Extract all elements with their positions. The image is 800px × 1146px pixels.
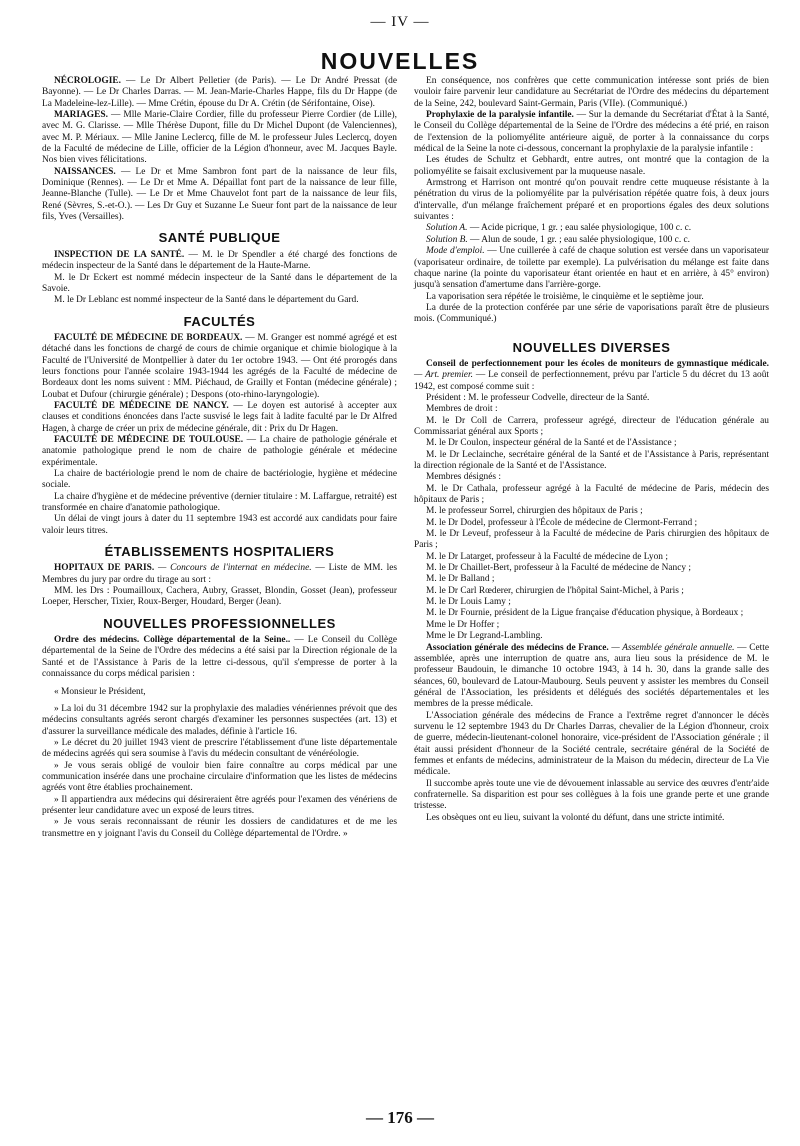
- necrologie-paragraph: [42, 76, 397, 110]
- hopitaux-paragraph: [42, 563, 397, 586]
- mode-paragraph-3: La durée de la protection conférée par une série de vaporisations paraît être de plusieurs mois. (Communiqué.): [414, 302, 769, 325]
- letter-salutation: « Monsieur le Président,: [54, 686, 146, 697]
- association-paragraph-2: L'Association générale des médecins de France a l'extrême regret d'annoncer le décès survenu le 12 septembre 1943 du Dr Charles Darras, chevalier de la Légion d'honneur, croix de guerre, médecin-lieutenant-colonel honoraire, vice-président de l'Association générale ; il était aussi président d'honneur de la Société centrale, secrétaire général de la Société de femmes et enfants de médecins, administrateur de la Maison du médecin, directeur de La Vie médicale.: [414, 710, 769, 778]
- association-paragraph: [414, 643, 769, 711]
- mariages-label: MARIAGES.: [54, 110, 108, 121]
- mariages-paragraph: [42, 110, 397, 167]
- necrologie-text: — Le Dr Albert Pelletier (de Paris). — Le Dr André Pressat (de Bayonne). — Le Dr Charles Darras. — M. Jean-Marie-Charles Happe, fils du Dr Happe (de La Madeleine-lez-Lille). — Mme Crétin, épouse du Dr A. Crétin (de Sérifontaine, Oise).: [42, 76, 398, 109]
- facultes-heading: FACULTÉS: [183, 313, 256, 329]
- consequence-paragraph: En conséquence, nos confrères que cette communication intéresse sont priés de bien vouloir faire parvenir leur candidature au Secrétariat de l'Ordre des médecins du département de la Seine, 242, boulevard Saint-Germain, Paris (VIIe). (Communiqué.): [414, 76, 769, 109]
- letter-paragraph-1: » La loi du 31 décembre 1942 sur la prophylaxie des maladies vénériennes prévoit que des médecins consultants agréés seront chargés d'examiner les personnes suspectées (art. 13) et d'assurer la surveillance médicale des malades, définie à l'article 16.: [42, 703, 397, 737]
- association-italic: — Assemblée générale annuelle.: [611, 642, 735, 653]
- fac-toulouse-paragraph: [42, 435, 397, 469]
- conseil-member-line: Mme le Dr Legrand-Lambling.: [426, 631, 543, 642]
- ordre-paragraph: [42, 635, 397, 680]
- association-text: — Cette assemblée, après une interruption de quatre ans, aura lieu sous la présidence de M. le professeur Baudouin, le dimanche 10 octobre 1943, à 14 h. 30, dans la grande salle des séances, 60, boulevard de Latour-Maubourg. Seuls peuvent y assister les membres du Conseil général de l'Association, les présidents et délégués des sociétés départementales et les membres de la presse médicale.: [414, 642, 769, 710]
- conseil-member-line: M. le Dr Chaillet-Bert, professeur à la Faculté de médecine de Nancy ;: [426, 563, 692, 574]
- paralysie-paragraph-2: Les études de Schultz et Gebhardt, entre autres, ont montré que la contagion de la poliomyélite se faisait exclusivement par la muqueuse nasale.: [414, 155, 769, 177]
- conseil-member-line: M. le Dr Dodel, professeur à l'École de médecine de Clermont-Ferrand ;: [426, 517, 698, 528]
- letter-paragraph-3: » Je vous serais obligé de vouloir bien faire connaître au corps médical par une communication insérée dans une prochaine circulaire d'information que les listes de médecins agréés vont être établies prochainement.: [42, 760, 397, 794]
- paralysie-label: Prophylaxie de la paralysie infantile.: [426, 110, 574, 121]
- ordre-text: — Le Conseil du Collège départemental de la Seine de l'Ordre des médecins a été saisi par la Direction régionale de la Santé et de l'Assistance à Paris de la lettre ci-dessous, qu'il s'empresse de porter à la connaissance du corps médical parisien :: [42, 635, 397, 680]
- left-column: [42, 76, 397, 840]
- solution-b-label: Solution B.: [426, 234, 468, 245]
- sante-paragraph-3: M. le Dr Leblanc est nommé inspecteur de la Santé dans le département du Gard.: [54, 295, 359, 306]
- right-column: [414, 76, 769, 824]
- fac-toulouse-paragraph-4: Un délai de vingt jours à dater du 11 septembre 1943 est accordé aux candidats pour faire valoir leurs titres.: [42, 514, 397, 536]
- naissances-text: — Le Dr et Mme Sambron font part de la naissance de leur fils, Dominique (Rennes). — Le Dr et Mme A. Dépaillat font part de la naissance de leur fille, Jeanne-Blanche (Tulle). — Le Dr et Mme Chauvelot font part de la naissance de leur fils, René (Sèvres, S.-et-O.). — Les Dr Guy et Suzanne Le Sueur font part de la naissance de leur fils, Yves (Versailles).: [42, 166, 397, 223]
- fac-bordeaux-paragraph: [42, 333, 397, 401]
- conseil-member-line: M. le Dr Balland ;: [426, 574, 495, 585]
- mariages-text: — Mlle Marie-Claire Cordier, fille du professeur Pierre Cordier (de Lille), avec M. G. Clarisse. — Mlle Thérèse Dupont, fille du Dr Michel Dupont (de Valenciennes), avec M. P. Mériaux. — Mlle Janine Leclercq, fille de M. le professeur Jules Leclercq, doyen de la Faculté de médecine de Lille, officier de la Légion d'honneur, avec M. Jacques Bayle. Nos bien vives félicitations.: [42, 110, 398, 166]
- professionnelles-heading: NOUVELLES PROFESSIONNELLES: [103, 615, 336, 631]
- fac-bordeaux-label: FACULTÉ DE MÉDECINE DE BORDEAUX.: [54, 332, 243, 343]
- hopitaux-italic: — Concours de l'internat en médecine.: [158, 563, 312, 574]
- naissances-paragraph: [42, 167, 397, 224]
- mode-emploi-paragraph: [414, 246, 769, 291]
- fac-nancy-text: — Le doyen est autorisé à accepter aux clauses et conditions énoncées dans l'acte susvisé le legs fait à ladite faculté par le Dr Alfred Hagen, à charge de créer un prix de médecine générale, dit : Prix du Dr Hagen.: [42, 400, 398, 434]
- conseil-members-list: [414, 393, 769, 643]
- jury-paragraph: MM. les Drs : Poumailloux, Cachera, Aubry, Grasset, Blondin, Gosset (Jean), professeur Loeper, Herscher, Tixier, Roux-Berger, Houdard, Berger (Jean).: [42, 586, 397, 608]
- fac-nancy-paragraph: [42, 401, 397, 435]
- etablissements-heading: ÉTABLISSEMENTS HOSPITALIERS: [104, 544, 335, 560]
- solution-a-paragraph: [414, 223, 769, 234]
- conseil-text: — Le conseil de perfectionnement, prévu par l'article 5 du décret du 13 août 1942, est composé comme suit :: [414, 370, 770, 392]
- hopitaux-label: HOPITAUX DE PARIS.: [54, 563, 155, 574]
- conseil-member-line: M. le Dr Carl Rœderer, chirurgien de l'hôpital Saint-Michel, à Paris ;: [426, 585, 684, 596]
- inspection-paragraph: [42, 250, 397, 273]
- conseil-member-line: M. le Dr Leclainche, secrétaire général de la Santé et de l'Assistance à Paris, représentant la direction régionale de la Santé et de l'Assistance.: [414, 449, 769, 471]
- conseil-label: Conseil de perfectionnement pour les écoles de moniteurs de gymnastique médicale.: [426, 358, 769, 369]
- hopitaux-text: — Liste de MM. les Membres du jury par ordre du tirage au sort :: [42, 563, 398, 585]
- solution-b-paragraph: [414, 235, 769, 246]
- diverses-heading: NOUVELLES DIVERSES: [512, 339, 671, 355]
- conseil-italic: — Art. premier.: [414, 370, 473, 381]
- paralysie-paragraph-3: Armstrong et Harrison ont montré qu'on pouvait rendre cette muqueuse résistante à la pénétration du virus de la poliomyélite par la pulvérisation répétée quatre fois, à deux jours d'intervalle, d'un mélange fraîchement préparé et en proportions égales des deux solutions suivantes :: [414, 178, 769, 223]
- letter-paragraph-2: » Le décret du 20 juillet 1943 vient de prescrire l'établissement d'une liste départementale de médecins agréés qui sera soumise à l'avis du médecin consultant de vénéréologie.: [42, 737, 397, 760]
- necrologie-label: NÉCROLOGIE.: [54, 76, 121, 86]
- conseil-member-line: M. le Dr Coulon, inspecteur général de la Santé et de l'Assistance ;: [426, 438, 677, 449]
- fac-nancy-label: FACULTÉ DE MÉDECINE DE NANCY.: [54, 400, 229, 411]
- inspection-text: — M. le Dr Spendler a été chargé des fonctions de médecin inspecteur de la Santé dans le département de la Haute-Marne.: [42, 249, 398, 272]
- mode-paragraph-2: La vaporisation sera répétée le troisième, le cinquième et le septième jour.: [426, 291, 704, 302]
- letter-paragraph-4: » Il appartiendra aux médecins qui désireraient être agréés pour l'examen des vénériens de présenter leur candidature avec un exposé de leurs titres.: [42, 794, 397, 816]
- conseil-member-line: M. le Dr Cathala, professeur agrégé à la Faculté de médecine de Paris, médecin des hôpitaux de Paris ;: [414, 483, 769, 506]
- conseil-member-line: Membres désignés :: [426, 472, 501, 483]
- mode-emploi-text: — Une cuillerée à café de chaque solution est versée dans un vaporisateur (vaporisateur ordinaire, de toilette par exemple). La pulvérisation du mélange est faite dans chaque narine (la pointe du vaporisateur étant orientée en haut et en arrière, à 45° environ) jusqu'à sensation d'amertume dans l'arrière-gorge.: [414, 246, 770, 291]
- association-label: Association générale des médecins de France.: [426, 642, 609, 653]
- folio: — IV —: [370, 14, 430, 30]
- conseil-member-line: M. le Dr Latarget, professeur à la Faculté de médecine de Lyon ;: [426, 551, 668, 562]
- conseil-member-line: Président : M. le professeur Codvelle, directeur de la Santé.: [426, 392, 650, 403]
- paralysie-text: — Sur la demande du Secrétariat d'État à la Santé, le Conseil du Collège départemental de la Seine de l'Ordre des médecins a été prié, en raison de l'extension de la poliomyélite antérieure aiguë, de porter à la connaissance du corps médical de la Seine la note ci-dessous, concernant la prophylaxie de la paralysie infantile :: [414, 110, 770, 155]
- fac-toulouse-text: — La chaire de pathologie générale et anatomie pathologique prend le nom de chaire de pathologie générale et médecine expérimentale.: [42, 434, 397, 468]
- mode-emploi-label: Mode d'emploi.: [426, 246, 485, 257]
- association-paragraph-3: Il succombe après toute une vie de dévouement inlassable au service des œuvres d'entr'aide confraternelle. Sa disparition est pour ses collègues à la fois une grande perte et une grande tristesse.: [414, 778, 769, 812]
- letter-paragraph-5: » Je vous serais reconnaissant de réunir les dossiers de candidatures et de me les transmettre en y joignant l'avis du Conseil du Collège départemental de l'Ordre. »: [42, 817, 397, 839]
- sante-paragraph-2: M. le Dr Eckert est nommé médecin inspecteur de la Santé dans le département de la Savoie.: [42, 272, 397, 294]
- fac-toulouse-label: FACULTÉ DE MÉDECINE DE TOULOUSE.: [54, 434, 244, 445]
- association-paragraph-4: Les obsèques ont eu lieu, suivant la volonté du défunt, dans une stricte intimité.: [426, 812, 725, 823]
- solution-a-text: — Acide picrique, 1 gr. ; eau salée physiologique, 100 c. c.: [469, 223, 692, 234]
- fac-bordeaux-text: — M. Granger est nommé agrégé et est détaché dans les fonctions de chargé de cours de chimie organique et chimie biologique à la Faculté de l'Université de Montpellier à dater du 1er octobre 1943. — Ont été prorogés dans leurs fonctions pour l'année scolaire 1943-1944 les agrégés de la Faculté de médecine de Bordeaux dont les noms suivent : MM. Piéchaud, de Grailly et Fontan (médecine générale) ; Loubat et Dufour (chirurgie générale) ; Despons (oto-rhino-laryngologie).: [42, 332, 397, 400]
- sante-publique-heading: SANTÉ PUBLIQUE: [158, 230, 281, 246]
- conseil-member-line: M. le Dr Louis Lamy ;: [426, 597, 511, 608]
- conseil-member-line: M. le Dr Leveuf, professeur à la Faculté de médecine de Paris chirurgien des hôpitaux de Paris ;: [414, 529, 769, 551]
- conseil-member-line: M. le professeur Sorrel, chirurgien des hôpitaux de Paris ;: [426, 506, 643, 517]
- paralysie-paragraph: [414, 110, 769, 155]
- solution-b-text: — Alun de soude, 1 gr. ; eau salée physiologique, 100 c. c.: [470, 234, 691, 245]
- inspection-label: INSPECTION DE LA SANTÉ.: [54, 249, 185, 260]
- naissances-label: NAISSANCES.: [54, 166, 116, 177]
- fac-toulouse-paragraph-3: La chaire d'hygiène et de médecine préventive (dernier titulaire : M. Laffargue, retraité) est transformée en chaire d'anatomie pathologique.: [42, 491, 397, 514]
- conseil-member-line: Mme le Dr Hoffer ;: [426, 619, 500, 630]
- solution-a-label: Solution A.: [426, 223, 468, 234]
- conseil-paragraph: [414, 359, 769, 393]
- page-number: — 176 —: [366, 1108, 434, 1127]
- fac-toulouse-paragraph-2: La chaire de bactériologie prend le nom de chaire de bactériologie, hygiène et médecine sociale.: [42, 469, 397, 491]
- page-title: NOUVELLES: [320, 48, 480, 74]
- conseil-member-line: M. le Dr Fournie, président de la Ligue française d'éducation physique, à Bordeaux ;: [426, 608, 744, 619]
- ordre-label: Ordre des médecins. Collège départemental de la Seine..: [54, 635, 291, 646]
- conseil-member-line: Membres de droit :: [426, 404, 498, 415]
- conseil-member-line: M. le Dr Coll de Carrera, professeur agrégé, directeur de l'éducation générale au Commissariat général aux Sports ;: [414, 415, 769, 437]
